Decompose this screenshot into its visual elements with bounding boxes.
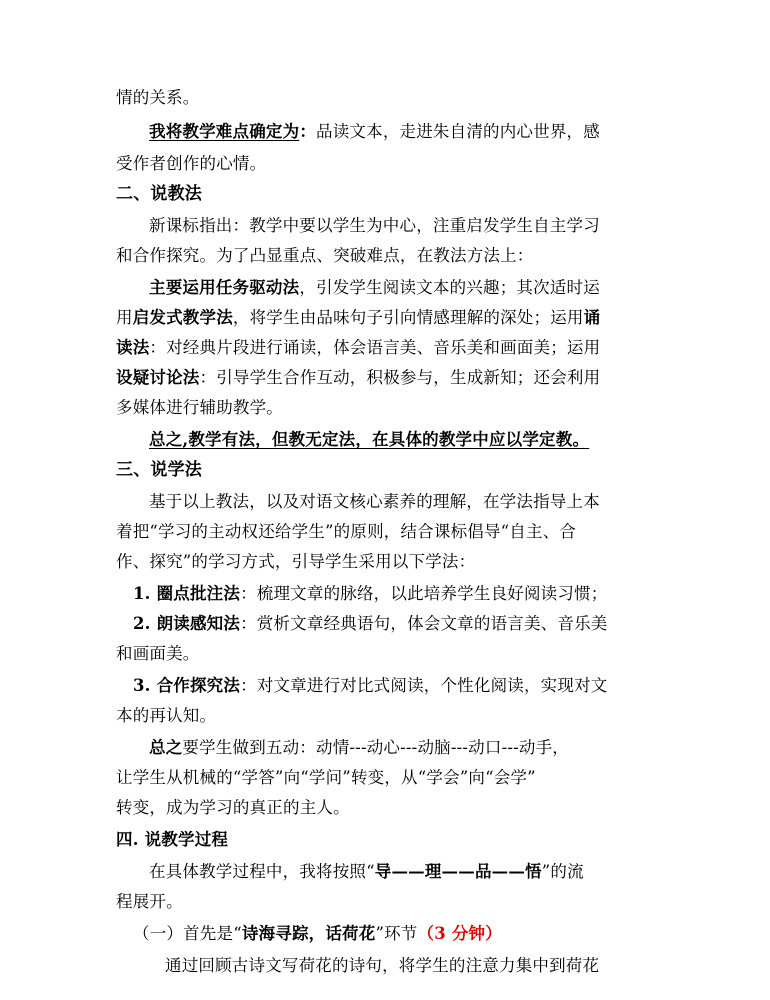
summary-teaching: 总之,教学有法，但教无定法，在具体的教学中应以学定教。 — [149, 430, 590, 449]
methods-line: 主要运用任务驱动法，引发学生阅读文本的兴趣；其次适时运 — [149, 278, 600, 297]
summary-five-actions: 总之要学生做到五动：动情---动心---动脑---动口---动手， — [149, 738, 570, 757]
methods-line: 读法：对经典片段进行诵读，体会语言美、音乐美和画面美；运用 — [116, 338, 601, 357]
difficulty-paragraph: 我将教学难点确定为：品读文本，走进朱自清的内心世界，感 — [149, 122, 600, 141]
text-line: 通过回顾古诗文写荷花的诗句，将学生的注意力集中到荷花 — [165, 956, 600, 975]
text-line: 作、探究”的学习方式，引导学生采用以下学法： — [116, 552, 476, 571]
difficulty-lead: 我将教学难点确定为 — [149, 122, 300, 141]
text-line: 让学生从机械的“学答”向“学问”转变，从“学会”向“会学” — [116, 768, 536, 787]
text-line: 着把“学习的主动权还给学生”的原则，结合课标倡导“自主、合 — [116, 522, 577, 541]
text-line: 和画面美。 — [116, 644, 200, 663]
text-line: 基于以上教法，以及对语文核心素养的理解，在学法指导上本 — [149, 492, 600, 511]
text-line: 和合作探究。为了凸显重点、突破难点，在教法方法上： — [116, 246, 534, 265]
methods-line: 设疑讨论法：引导学生合作互动，积极参与，生成新知；还会利用 — [116, 368, 601, 387]
list-item: 2. 朗读感知法：赏析文章经典语句，体会文章的语言美、音乐美 — [133, 614, 608, 633]
text-line: 多媒体进行辅助教学。 — [116, 398, 283, 417]
methods-line: 用启发式教学法，将学生由品味句子引向情感理解的深处；运用诵 — [116, 308, 601, 327]
section-heading-learning-method: 三、说学法 — [116, 460, 202, 480]
list-item: 1. 圈点批注法：梳理文章的脉络，以此培养学生良好阅读习惯； — [133, 584, 608, 603]
step-one-heading: （一）首先是“诗海寻踪，话荷花”环节（3 分钟） — [133, 924, 502, 943]
text-line: 新课标指出：教学中要以学生为中心，注重启发学生自主学习 — [149, 216, 600, 235]
list-item: 3. 合作探究法：对文章进行对比式阅读，个性化阅读，实现对文 — [133, 676, 608, 695]
text-line: 情的关系。 — [116, 88, 200, 107]
text-line: 本的再认知。 — [116, 706, 217, 725]
section-heading-process: 四. 说教学过程 — [116, 830, 229, 849]
text-line: 在具体教学过程中，我将按照“导——理——品——悟”的流 — [149, 862, 584, 881]
text-line: 受作者创作的心情。 — [116, 154, 267, 173]
text-line: 转变，成为学习的真正的主人。 — [116, 798, 350, 817]
text-line: 程展开。 — [116, 892, 183, 911]
section-heading-teaching-method: 二、说教法 — [116, 184, 202, 204]
